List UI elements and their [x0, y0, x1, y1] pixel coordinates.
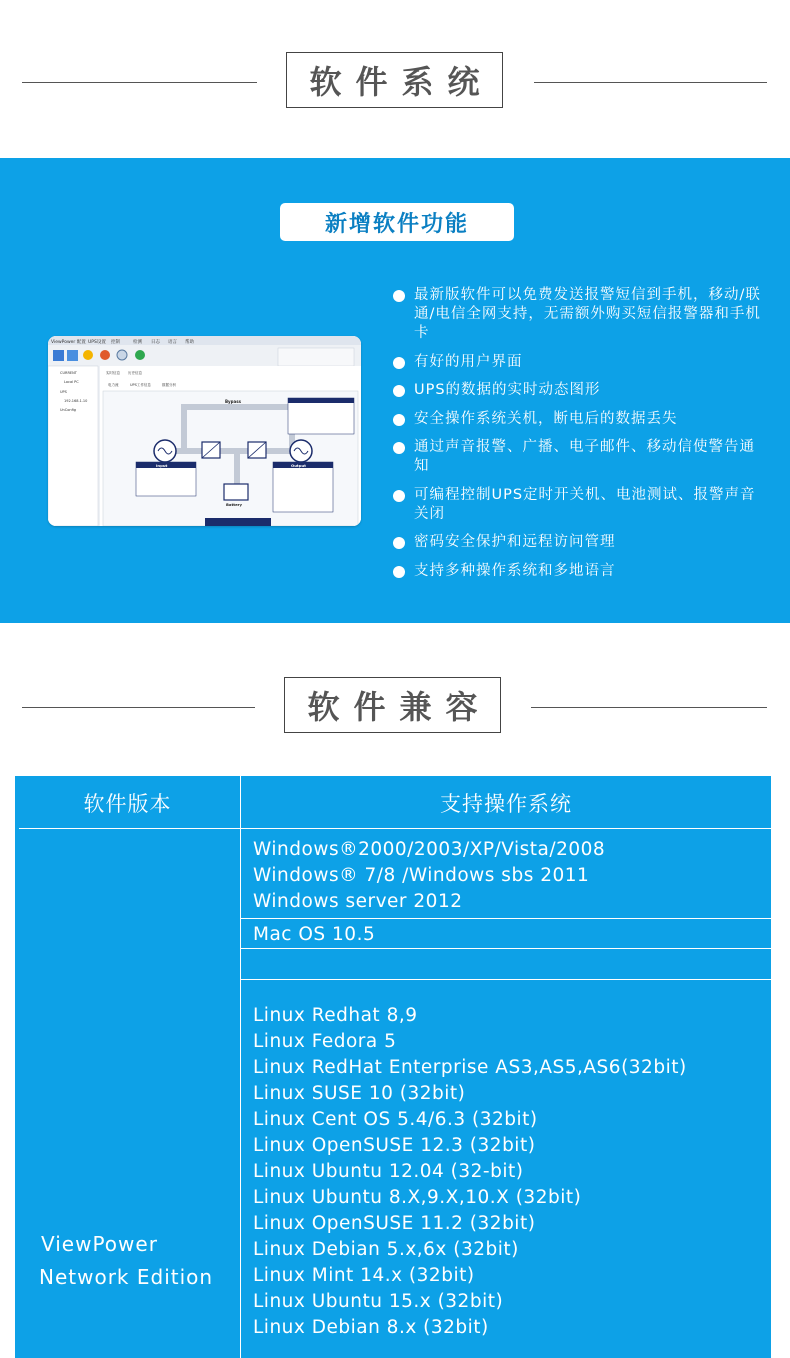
subtab-analysis: 数据分析	[162, 383, 176, 387]
os-mac	[253, 922, 375, 948]
feature-text: 通过声音报警、广播、电子邮件、移动信使警告通知	[414, 439, 755, 474]
os-line: Windows® 7/8 /Windows sbs 2011	[253, 865, 590, 886]
bullet-icon	[393, 414, 405, 426]
feature-text: 有好的用户界面	[414, 353, 523, 370]
feature-text: 最新版软件可以免费发送报警短信到手机，移动/联通/电信全网支持，无需额外购买短信报警器和手机卡	[414, 287, 761, 341]
bullet-icon	[393, 537, 405, 549]
row-divider	[241, 918, 771, 919]
os-line: Linux OpenSUSE 12.3 (32bit)	[253, 1135, 536, 1156]
app-screenshot-graphic	[48, 336, 361, 526]
os-line: Linux Debian 5.x,6x (32bit)	[253, 1239, 519, 1260]
os-line: Linux Fedora 5	[253, 1031, 397, 1052]
tree-current: CURRENT	[60, 371, 77, 375]
battery-icon	[224, 484, 248, 500]
feature-item	[393, 562, 763, 581]
os-line: Linux SUSE 10 (32bit)	[253, 1083, 466, 1104]
section-heading-software	[0, 52, 790, 112]
feature-text: UPS的数据的实时动态图形	[414, 382, 601, 398]
tree-local-pc: Local PC	[64, 380, 79, 384]
compat-table	[15, 776, 771, 1358]
feature-item	[393, 533, 763, 552]
edition-line-2: Network Edition	[39, 1265, 214, 1289]
subtab-powerflow: 电力流	[108, 383, 119, 387]
schedule-icon	[100, 350, 110, 360]
os-windows	[253, 837, 605, 915]
app-menu-4: 检测	[133, 340, 142, 345]
feature-item	[393, 381, 763, 400]
header-divider	[19, 828, 771, 829]
divider-left	[22, 82, 257, 83]
feature-item	[393, 353, 763, 372]
bullet-icon	[393, 290, 405, 302]
row-divider	[241, 979, 771, 980]
tab-realtime: 实时信息	[106, 371, 120, 375]
bypass-bar	[181, 404, 295, 410]
os-line: Linux Debian 8.x (32bit)	[253, 1317, 489, 1338]
new-features-title: 新增软件功能	[280, 203, 514, 241]
bullet-icon	[393, 566, 405, 578]
feature-list	[393, 286, 763, 590]
app-menu-2: UPS设置	[88, 340, 106, 345]
section-heading-compat	[0, 677, 790, 737]
col-header-os: 支持操作系统	[440, 792, 572, 816]
app-menu-3: 控制	[111, 340, 120, 345]
output-label: Output	[291, 463, 306, 468]
os-line: Windows server 2012	[253, 891, 463, 912]
feature-band	[0, 158, 790, 623]
home-icon	[53, 350, 64, 361]
feature-item	[393, 410, 763, 429]
os-line: Linux Ubuntu 15.x (32bit)	[253, 1291, 504, 1312]
search-icon	[117, 350, 127, 360]
divider-left	[22, 707, 255, 708]
app-screenshot	[48, 336, 361, 526]
tab-history: 历史信息	[128, 371, 142, 375]
edition-line-1: ViewPower	[41, 1232, 158, 1256]
feature-text: 可编程控制UPS定时开关机、电池测试、报警声音关闭	[414, 486, 756, 522]
bullet-icon	[393, 490, 405, 502]
divider-right	[534, 82, 767, 83]
os-line: Linux Ubuntu 12.04 (32-bit)	[253, 1161, 524, 1182]
feature-item	[393, 438, 763, 476]
divider-right	[531, 707, 767, 708]
config-icon	[67, 350, 78, 361]
tree-unconfig: UnConfig	[60, 408, 77, 412]
app-menu-1: ViewPower 配置	[51, 340, 86, 345]
update-icon	[135, 350, 145, 360]
os-line: Linux Cent OS 5.4/6.3 (32bit)	[253, 1109, 538, 1130]
os-line: Linux Mint 14.x (32bit)	[253, 1265, 475, 1286]
bullet-icon	[393, 357, 405, 369]
tree-ip: 192.168.1.10	[64, 399, 88, 403]
col-header-version: 软件版本	[83, 792, 172, 816]
os-line: Linux Ubuntu 8.X,9.X,10.X (32bit)	[253, 1187, 582, 1208]
bypass-label: Bypass	[225, 399, 241, 404]
os-line: Linux Redhat 8,9	[253, 1005, 418, 1026]
section-title-software: 软件系统	[286, 52, 503, 108]
feature-text: 密码安全保护和远程访问管理	[414, 534, 616, 550]
feature-item	[393, 286, 763, 343]
os-line: Windows®2000/2003/XP/Vista/2008	[253, 839, 606, 860]
os-line: Linux OpenSUSE 11.2 (32bit)	[253, 1213, 536, 1234]
input-label: Input	[156, 463, 168, 468]
edition-name	[39, 1228, 213, 1294]
feature-item	[393, 486, 763, 524]
os-line: Mac OS 10.5	[253, 924, 376, 945]
row-divider	[241, 948, 771, 949]
subtab-ups-info: UPS工作信息	[130, 383, 151, 387]
app-menu-6: 语言	[168, 340, 177, 345]
os-line: Linux RedHat Enterprise AS3,AS5,AS6(32bit)	[253, 1057, 687, 1078]
section-title-compat: 软件兼容	[284, 677, 501, 733]
bullet-icon	[393, 385, 405, 397]
app-menu-5: 日志	[151, 340, 160, 345]
feature-text: 支持多种操作系统和多地语言	[414, 562, 616, 579]
battery-label: Battery	[226, 502, 243, 507]
shutdown-icon	[83, 350, 93, 360]
os-linux	[253, 1003, 687, 1341]
feature-text: 安全操作系统关机，断电后的数据丢失	[414, 410, 678, 427]
column-divider	[240, 776, 241, 1358]
tree-ups: UPS	[60, 390, 67, 394]
app-menu-7: 帮助	[185, 340, 194, 345]
bullet-icon	[393, 442, 405, 454]
